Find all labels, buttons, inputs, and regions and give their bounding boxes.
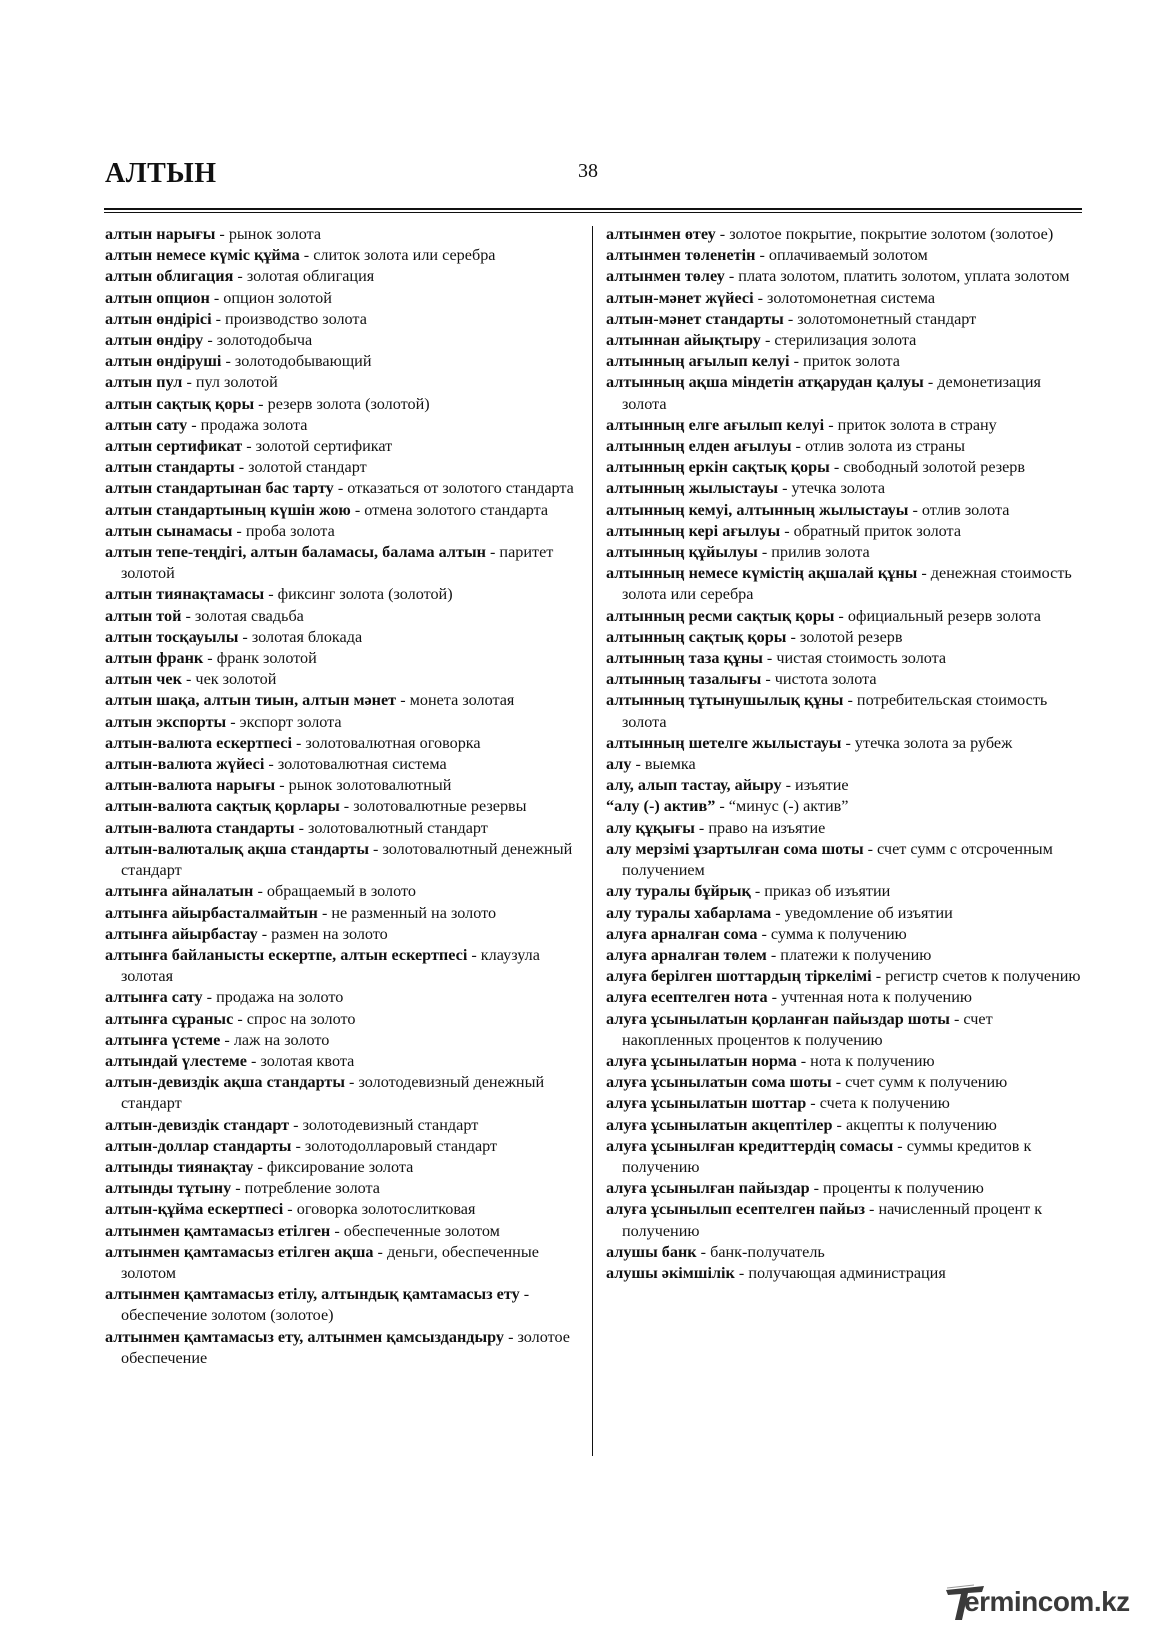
entry-definition: - сумма к получению bbox=[757, 924, 907, 943]
entry-term: алуға ұсынылып есептелген пайыз bbox=[606, 1200, 865, 1219]
entry-term: алтын-мәнет жүйесі bbox=[606, 288, 754, 307]
entry-term: алтын той bbox=[105, 606, 182, 625]
dictionary-entry bbox=[105, 1327, 581, 1369]
dictionary-entry bbox=[105, 266, 581, 287]
entry-term: алуға ұсынылатын шоттар bbox=[606, 1094, 807, 1113]
dictionary-entry bbox=[606, 648, 1082, 669]
dictionary-entry bbox=[606, 1136, 1082, 1178]
dictionary-entry bbox=[105, 903, 581, 924]
entry-definition: - плата золотом, платить золотом, уплата золотом bbox=[724, 267, 1070, 286]
entry-term: алтынның ресми сақтық қоры bbox=[606, 606, 835, 625]
entry-term: алтынның шетелге жылыстауы bbox=[606, 733, 842, 752]
dictionary-entry bbox=[105, 1009, 581, 1030]
dictionary-entry bbox=[105, 987, 581, 1008]
entry-definition: - золотодевизный стандарт bbox=[289, 1115, 479, 1134]
entry-definition: - обеспеченные золотом bbox=[330, 1221, 500, 1240]
entry-definition: - золотое покрытие, покрытие золотом (золотое) bbox=[715, 225, 1054, 243]
entry-definition: - золотовалютные резервы bbox=[339, 797, 527, 816]
entry-term: алтын-девиздік стандарт bbox=[105, 1115, 290, 1134]
entry-definition: - золотодобывающий bbox=[221, 352, 372, 371]
entry-definition: - счет сумм к получению bbox=[831, 1073, 1008, 1092]
dictionary-entry bbox=[606, 924, 1082, 945]
column-divider bbox=[592, 226, 593, 1456]
dictionary-entry bbox=[606, 1115, 1082, 1136]
entry-term: алу туралы хабарлама bbox=[606, 903, 772, 922]
entry-definition: - рынок золотовалютный bbox=[275, 776, 452, 795]
entry-definition: - обращаемый в золото bbox=[253, 882, 416, 901]
dictionary-entry bbox=[105, 330, 581, 351]
entry-term: алтынға үстеме bbox=[105, 1030, 221, 1049]
entry-definition: - золотая квота bbox=[246, 1051, 355, 1070]
entry-definition: - паритет золотой bbox=[121, 543, 554, 583]
entry-term: алушы банк bbox=[606, 1242, 697, 1261]
entry-term: алтын стандартының күшін жою bbox=[105, 500, 351, 519]
entry-definition: - обеспечение золотом (золотое) bbox=[121, 1285, 530, 1325]
entry-term: алтынның елге ағылып келуі bbox=[606, 415, 825, 434]
dictionary-entry bbox=[606, 839, 1082, 881]
entry-definition: - оплачиваемый золотом bbox=[755, 246, 928, 265]
dictionary-entry bbox=[105, 224, 581, 245]
dictionary-entry bbox=[105, 924, 581, 945]
entry-term: алтын-валюта жүйесі bbox=[105, 755, 265, 774]
dictionary-entry bbox=[105, 351, 581, 372]
entry-definition: - фиксинг золота (золотой) bbox=[264, 585, 453, 604]
entry-definition: - стерилизация золота bbox=[760, 331, 917, 350]
dictionary-entry bbox=[105, 733, 581, 754]
entry-term: алуға ұсынылған пайыздар bbox=[606, 1179, 810, 1198]
dictionary-entry bbox=[105, 478, 581, 499]
entry-term: алтын өндіруші bbox=[105, 352, 222, 371]
entry-definition: - золотая блокада bbox=[238, 627, 363, 646]
page-title: АЛТЫН bbox=[105, 158, 217, 189]
dictionary-entry bbox=[606, 478, 1082, 499]
entry-term: алтын опцион bbox=[105, 288, 210, 307]
entry-definition: - чистая стоимость золота bbox=[762, 649, 947, 668]
dictionary-entry bbox=[105, 690, 581, 711]
dictionary-entry bbox=[105, 457, 581, 478]
dictionary-entry bbox=[105, 521, 581, 542]
entry-term: алтынның кері ағылуы bbox=[606, 521, 781, 540]
dictionary-entry bbox=[606, 521, 1082, 542]
dictionary-entry bbox=[606, 266, 1082, 287]
dictionary-entry bbox=[105, 839, 581, 881]
entry-term: алтын тиянақтамасы bbox=[105, 585, 265, 604]
entry-term: алтын франк bbox=[105, 649, 204, 668]
entry-definition: - денежная стоимость золота или серебра bbox=[622, 564, 1072, 604]
entry-definition: - продажа золота bbox=[187, 415, 308, 434]
dictionary-entry bbox=[105, 245, 581, 266]
entry-term: алтын сату bbox=[105, 415, 188, 434]
entry-definition: - отказаться от золотого стандарта bbox=[333, 479, 574, 498]
dictionary-entry bbox=[105, 1051, 581, 1072]
entry-definition: - золотая свадьба bbox=[181, 606, 304, 625]
entry-term: алтынға айналатын bbox=[105, 882, 254, 901]
entry-term: алтынмен қамтамасыз ету, алтынмен қамсыздандыру bbox=[105, 1327, 505, 1346]
entry-term: алтын сақтық қоры bbox=[105, 394, 255, 413]
dictionary-entry bbox=[606, 987, 1082, 1008]
entry-definition: - золотовалютный денежный стандарт bbox=[121, 839, 573, 880]
dictionary-entry bbox=[105, 669, 581, 690]
entry-term: алтынның сақтық қоры bbox=[606, 627, 787, 646]
dictionary-entry bbox=[105, 1157, 581, 1178]
entry-term: алу, алып тастау, айыру bbox=[606, 776, 782, 795]
entry-definition: - чистота золота bbox=[761, 670, 877, 689]
dictionary-entry bbox=[105, 1242, 581, 1284]
page-number: 38 bbox=[578, 160, 598, 182]
entry-definition: - платежи к получению bbox=[766, 945, 932, 964]
header-rule-thick bbox=[104, 208, 1082, 210]
dictionary-entry bbox=[606, 436, 1082, 457]
entry-term: алтын нарығы bbox=[105, 225, 216, 243]
entry-definition: - золотомонетный стандарт bbox=[783, 309, 977, 328]
entry-definition: - счет сумм с отсроченным получением bbox=[622, 839, 1053, 880]
entry-definition: - размен на золото bbox=[257, 924, 388, 943]
entry-term: алтынның тазалығы bbox=[606, 670, 762, 689]
left-column bbox=[105, 224, 581, 1369]
entry-definition: - золотовалютная оговорка bbox=[291, 733, 481, 752]
entry-definition: - выемка bbox=[631, 755, 696, 774]
entry-term: алтын-валюталық ақша стандарты bbox=[105, 839, 369, 858]
entry-definition: - начисленный процент к получению bbox=[622, 1200, 1043, 1240]
entry-definition: - счет накопленных процентов к получению bbox=[622, 1009, 993, 1049]
entry-term: алтын экспорты bbox=[105, 712, 227, 731]
entry-term: алтынды тұтыну bbox=[105, 1179, 232, 1198]
entry-term: алтынға айырбастау bbox=[105, 924, 258, 943]
entry-term: алуға ұсынылатын норма bbox=[606, 1051, 797, 1070]
entry-term: алтын чек bbox=[105, 670, 182, 689]
dictionary-entry bbox=[606, 903, 1082, 924]
entry-definition: - прилив золота bbox=[757, 543, 870, 562]
entry-term: алтындай үлестеме bbox=[105, 1051, 247, 1070]
entry-term: алтын-валюта нарығы bbox=[105, 776, 276, 795]
dictionary-entry bbox=[606, 1242, 1082, 1263]
dictionary-entry bbox=[105, 1199, 581, 1220]
entry-definition: - банк-получатель bbox=[696, 1242, 825, 1261]
dictionary-entry bbox=[606, 1093, 1082, 1114]
entry-term: алтынның жылыстауы bbox=[606, 479, 779, 498]
dictionary-entry bbox=[105, 372, 581, 393]
entry-term: алуға арналған төлем bbox=[606, 945, 767, 964]
entry-term: алтынның еркін сақтық қоры bbox=[606, 458, 830, 477]
dictionary-entry bbox=[105, 945, 581, 987]
entry-definition: - спрос на золото bbox=[233, 1009, 356, 1028]
entry-term: алтын шақа, алтын тиын, алтын мәнет bbox=[105, 691, 397, 710]
entry-definition: - продажа на золото bbox=[202, 988, 344, 1007]
entry-term: алтын-мәнет стандарты bbox=[606, 309, 784, 328]
dictionary-entry bbox=[606, 818, 1082, 839]
entry-definition: - свободный золотой резерв bbox=[829, 458, 1026, 477]
entry-definition: - обратный приток золота bbox=[780, 521, 962, 540]
entry-definition: - приток золота bbox=[789, 352, 900, 371]
entry-term: алу құқығы bbox=[606, 818, 695, 837]
entry-term: алтын-доллар стандарты bbox=[105, 1136, 292, 1155]
dictionary-entry bbox=[105, 1136, 581, 1157]
dictionary-entry bbox=[606, 500, 1082, 521]
entry-definition: - рынок золота bbox=[215, 225, 322, 243]
entry-definition: - потребительская стоимость золота bbox=[622, 691, 1048, 731]
dictionary-entry bbox=[606, 457, 1082, 478]
dictionary-entry bbox=[105, 754, 581, 775]
entry-definition: - утечка золота bbox=[778, 479, 886, 498]
entry-definition: - золотомонетная система bbox=[753, 288, 936, 307]
entry-definition: - демонетизация золота bbox=[622, 373, 1041, 413]
dictionary-entry bbox=[606, 415, 1082, 436]
entry-term: алтын тепе-теңдігі, алтын баламасы, балама алтын bbox=[105, 543, 486, 562]
entry-definition: - золотой стандарт bbox=[234, 458, 367, 477]
dictionary-entry bbox=[606, 945, 1082, 966]
entry-term: алтынның тұтынушылық құны bbox=[606, 691, 844, 710]
entry-definition: - приток золота в страну bbox=[824, 415, 997, 434]
entry-term: алтын-девиздік ақша стандарты bbox=[105, 1073, 345, 1092]
entry-term: алтынның елден ағылуы bbox=[606, 437, 792, 456]
entry-definition: - фиксирование золота bbox=[253, 1157, 414, 1176]
dictionary-entry bbox=[606, 330, 1082, 351]
entry-definition: - клаузула золотая bbox=[121, 945, 540, 986]
dictionary-entry bbox=[105, 584, 581, 605]
dictionary-entry bbox=[105, 309, 581, 330]
dictionary-entry bbox=[606, 288, 1082, 309]
dictionary-entry bbox=[105, 436, 581, 457]
entry-term: алтынмен қамтамасыз етілген bbox=[105, 1221, 331, 1240]
entry-term: алтын стандартынан бас тарту bbox=[105, 479, 334, 498]
right-column bbox=[606, 224, 1082, 1284]
dictionary-entry bbox=[606, 1178, 1082, 1199]
dictionary-entry bbox=[105, 712, 581, 733]
dictionary-entry bbox=[105, 1072, 581, 1114]
dictionary-entry bbox=[105, 648, 581, 669]
entry-term: алтынмен өтеу bbox=[606, 225, 716, 243]
dictionary-entry bbox=[105, 606, 581, 627]
dictionary-entry bbox=[606, 606, 1082, 627]
dictionary-entry bbox=[606, 309, 1082, 330]
entry-definition: - золотодолларовый стандарт bbox=[291, 1136, 498, 1155]
entry-term: алтыннан айықтыру bbox=[606, 331, 761, 350]
dictionary-entry bbox=[606, 1263, 1082, 1284]
dictionary-entry bbox=[105, 1221, 581, 1242]
dictionary-entry bbox=[606, 1072, 1082, 1093]
entry-term: алтын немесе күміс құйма bbox=[105, 246, 300, 265]
dictionary-entry bbox=[606, 754, 1082, 775]
entry-term: алуға ұсынылатын қорланған пайыздар шоты bbox=[606, 1009, 950, 1028]
entry-definition: - проба золота bbox=[232, 521, 335, 540]
dictionary-entry bbox=[105, 1178, 581, 1199]
entry-term: алтынмен қамтамасыз етілу, алтындық қамтамасыз ету bbox=[105, 1285, 520, 1304]
dictionary-entry bbox=[606, 351, 1082, 372]
entry-term: алу туралы бұйрық bbox=[606, 882, 751, 901]
entry-term: алуға есептелген нота bbox=[606, 988, 768, 1007]
entry-term: алуға ұсынылатын акцептілер bbox=[606, 1115, 833, 1134]
entry-definition: - опцион золотой bbox=[209, 288, 332, 307]
entry-definition: - акцепты к получению bbox=[832, 1115, 997, 1134]
entry-definition: - официальный резерв золота bbox=[834, 606, 1041, 625]
dictionary-entry bbox=[105, 627, 581, 648]
entry-definition: - отмена золотого стандарта bbox=[350, 500, 549, 519]
entry-term: алуға берілген шоттардың тіркелімі bbox=[606, 967, 872, 986]
entry-definition: - счета к получению bbox=[806, 1094, 950, 1113]
entry-term: алтын-валюта ескертпесі bbox=[105, 733, 292, 752]
entry-term: алуға ұсынылған кредиттердің сомасы bbox=[606, 1136, 894, 1155]
entry-definition: - получающая администрация bbox=[734, 1263, 946, 1282]
entry-definition: - монета золотая bbox=[396, 691, 515, 710]
entry-definition: - учтенная нота к получению bbox=[767, 988, 972, 1007]
entry-definition: - изъятие bbox=[781, 776, 849, 795]
entry-definition: - регистр счетов к получению bbox=[871, 967, 1081, 986]
entry-definition: - золотой резерв bbox=[786, 627, 903, 646]
entry-definition: - производство золота bbox=[211, 309, 367, 328]
dictionary-entry bbox=[606, 542, 1082, 563]
entry-definition: - не разменный на золото bbox=[317, 903, 497, 922]
dictionary-entry bbox=[606, 775, 1082, 796]
dictionary-entry bbox=[606, 627, 1082, 648]
header-rule-thin bbox=[104, 212, 1082, 213]
entry-term: “алу (-) актив” bbox=[606, 797, 716, 816]
entry-definition: - лаж на золото bbox=[220, 1030, 330, 1049]
entry-term: алтын-валюта стандарты bbox=[105, 818, 295, 837]
entry-definition: - золотая облигация bbox=[233, 267, 375, 286]
entry-term: алтынның ақша міндетін атқарудан қалуы bbox=[606, 373, 924, 392]
dictionary-entry bbox=[105, 881, 581, 902]
entry-definition: - золотодобыча bbox=[203, 331, 313, 350]
entry-definition: - экспорт золота bbox=[226, 712, 342, 731]
entry-term: алтын сынамасы bbox=[105, 521, 233, 540]
dictionary-entry bbox=[105, 542, 581, 584]
entry-definition: - франк золотой bbox=[203, 649, 317, 668]
dictionary-entry bbox=[606, 245, 1082, 266]
dictionary-entry bbox=[606, 796, 1082, 817]
dictionary-entry bbox=[105, 775, 581, 796]
entry-definition: - суммы кредитов к получению bbox=[622, 1136, 1032, 1176]
entry-definition: - уведомление об изъятии bbox=[771, 903, 953, 922]
entry-term: алуға ұсынылатын сома шоты bbox=[606, 1073, 832, 1092]
entry-term: алтын-валюта сақтық қорлары bbox=[105, 797, 340, 816]
entry-definition: - золотовалютная система bbox=[264, 755, 447, 774]
entry-definition: - отлив золота bbox=[908, 500, 1010, 519]
entry-term: алтынның таза құны bbox=[606, 649, 763, 668]
entry-definition: - чек золотой bbox=[181, 670, 277, 689]
entry-term: алтын стандарты bbox=[105, 458, 235, 477]
dictionary-entry bbox=[105, 1030, 581, 1051]
entry-term: алтынның немесе күмістің ақшалай құны bbox=[606, 564, 918, 583]
entry-term: алтын тосқауылы bbox=[105, 627, 239, 646]
entry-definition: - оговорка золотослитковая bbox=[283, 1200, 476, 1219]
dictionary-entry bbox=[606, 733, 1082, 754]
entry-definition: - “минус (-) актив” bbox=[715, 797, 849, 816]
dictionary-entry bbox=[606, 372, 1082, 414]
entry-definition: - утечка золота за рубеж bbox=[841, 733, 1013, 752]
dictionary-entry bbox=[105, 1284, 581, 1326]
entry-term: алтын сертификат bbox=[105, 437, 243, 456]
dictionary-entry bbox=[606, 1199, 1082, 1241]
entry-term: алушы әкімшілік bbox=[606, 1263, 735, 1282]
entry-term: алтын өндіру bbox=[105, 331, 204, 350]
entry-term: алтын-құйма ескертпесі bbox=[105, 1200, 284, 1219]
entry-term: алтынға сату bbox=[105, 988, 203, 1007]
dictionary-entry bbox=[606, 563, 1082, 605]
entry-definition: - потребление золота bbox=[231, 1179, 380, 1198]
entry-definition: - пул золотой bbox=[182, 373, 278, 392]
dictionary-entry bbox=[606, 669, 1082, 690]
dictionary-entry bbox=[105, 394, 581, 415]
entry-definition: - нота к получению bbox=[796, 1051, 935, 1070]
dictionary-entry bbox=[105, 500, 581, 521]
dictionary-entry bbox=[606, 690, 1082, 732]
watermark-text: ermincom.kz bbox=[964, 1586, 1130, 1617]
entry-definition: - золотодевизный денежный стандарт bbox=[121, 1073, 545, 1113]
dictionary-entry bbox=[606, 966, 1082, 987]
entry-term: алтынға сұраныс bbox=[105, 1009, 234, 1028]
entry-definition: - отлив золота из страны bbox=[791, 437, 965, 456]
entry-definition: - слиток золота или серебра bbox=[299, 246, 496, 265]
entry-definition: - золотой сертификат bbox=[242, 437, 393, 456]
dictionary-entry bbox=[105, 796, 581, 817]
dictionary-entry bbox=[606, 224, 1082, 245]
entry-term: алуға арналған сома bbox=[606, 924, 758, 943]
entry-definition: - право на изъятие bbox=[694, 818, 826, 837]
entry-term: алтынды тиянақтау bbox=[105, 1157, 254, 1176]
dictionary-entry bbox=[105, 818, 581, 839]
entry-term: алтынмен төленетін bbox=[606, 246, 756, 265]
entry-term: алтынның құйылуы bbox=[606, 543, 758, 562]
dictionary-entry bbox=[105, 415, 581, 436]
dictionary-entry bbox=[105, 288, 581, 309]
entry-definition: - проценты к получению bbox=[809, 1179, 984, 1198]
dictionary-entry bbox=[606, 881, 1082, 902]
entry-term: алтынның кемуі, алтынның жылыстауы bbox=[606, 500, 909, 519]
entry-definition: - приказ об изъятии bbox=[750, 882, 891, 901]
dictionary-entry bbox=[606, 1009, 1082, 1051]
entry-term: алу bbox=[606, 755, 632, 774]
entry-term: алтынға байланысты ескертпе, алтын ескертпесі bbox=[105, 945, 468, 964]
entry-term: алтын өндірісі bbox=[105, 309, 212, 328]
dictionary-entry bbox=[606, 1051, 1082, 1072]
dictionary-entry bbox=[105, 1115, 581, 1136]
entry-definition: - резерв золота (золотой) bbox=[254, 394, 430, 413]
entry-term: алтынмен қамтамасыз етілген ақша bbox=[105, 1242, 374, 1261]
entry-definition: - золотое обеспечение bbox=[121, 1327, 570, 1367]
entry-term: алтынның ағылып келуі bbox=[606, 352, 790, 371]
entry-definition: - золотовалютный стандарт bbox=[294, 818, 488, 837]
entry-term: алтынмен төлеу bbox=[606, 267, 725, 286]
entry-definition: - деньги, обеспеченные золотом bbox=[121, 1242, 539, 1282]
watermark-logo bbox=[944, 1586, 1144, 1626]
entry-term: алу мерзімі ұзартылған сома шоты bbox=[606, 839, 864, 858]
entry-term: алтын облигация bbox=[105, 267, 234, 286]
entry-term: алтын пул bbox=[105, 373, 183, 392]
entry-term: алтынға айырбасталмайтын bbox=[105, 903, 318, 922]
